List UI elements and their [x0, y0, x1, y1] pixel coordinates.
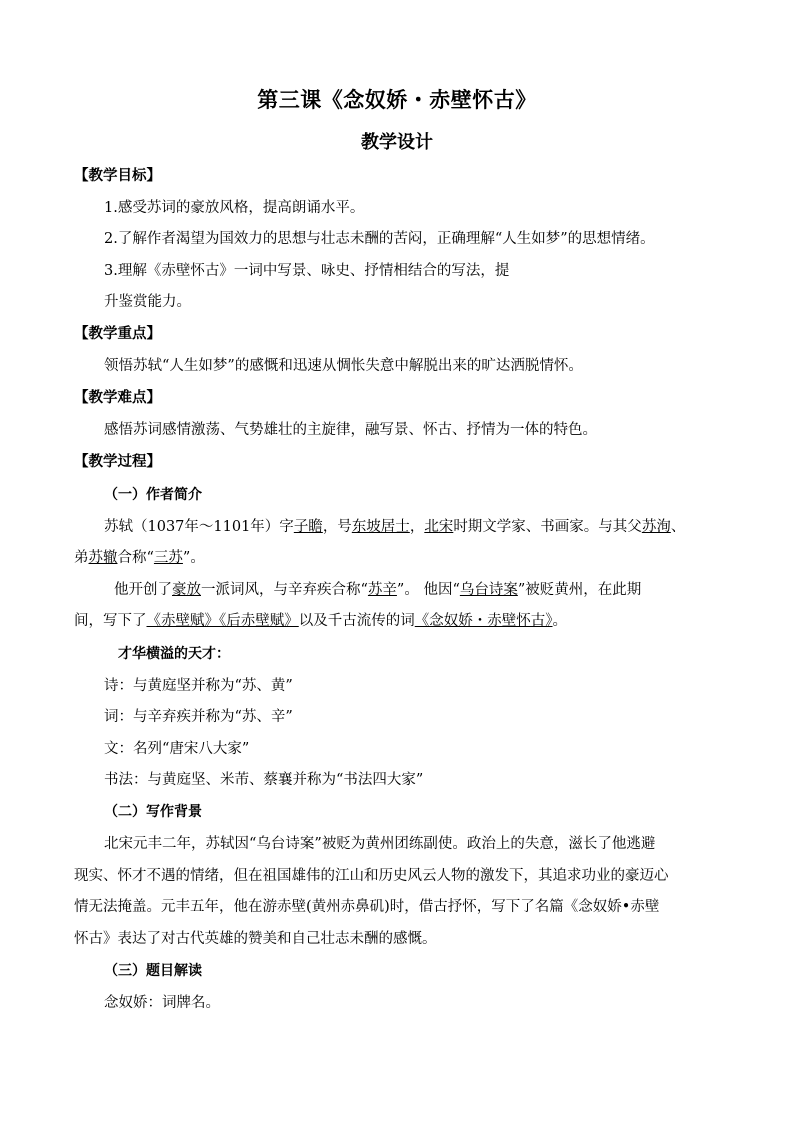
subsection-heading-background: （二）写作背景: [104, 804, 202, 820]
text-run: 以及千古流传的词: [298, 613, 415, 629]
text-run: 苏轼（1037年～1101年）字: [104, 519, 294, 535]
background-line-3: 情无法掩盖。元丰五年，他在游赤壁(黄州赤鼻矶)时，借古抒怀，写下了名篇《念奴娇•赤壁: [74, 899, 660, 915]
background-line-4: 怀古》表达了对古代英雄的赞美和自己壮志未酬的感慨。: [74, 931, 437, 947]
text-run: ，号: [322, 519, 352, 535]
link-art-name[interactable]: 东坡居士: [351, 519, 410, 535]
key-points-text: 领悟苏轼“人生如梦”的感慨和迅速从惆怅失意中解脱出来的旷达洒脱情怀。: [104, 358, 583, 374]
link-three-su[interactable]: 三苏: [153, 550, 183, 566]
link-bold-style[interactable]: 豪放: [172, 582, 201, 598]
talent-prose: 文：名列“唐宋八大家”: [104, 741, 250, 757]
goal-item-2: 2.了解作者渴望为国效力的思想与壮志未酬的苦闷，正确理解“人生如梦”的思想情绪。: [104, 231, 655, 247]
text-run: 、: [670, 519, 686, 535]
author-paragraph-line-3: [114, 580, 774, 600]
background-line-2: 现实、怀才不遇的情绪，但在祖国雄伟的江山和历史风云人物的激发下，其追求功业的豪迈心: [74, 868, 669, 884]
text-run: 弟: [74, 550, 89, 566]
text-run: 他开创了: [114, 582, 172, 598]
talent-poetry: 诗：与黄庭坚并称为“苏、黄”: [104, 678, 293, 694]
section-heading-difficulties: 【教学难点】: [74, 390, 161, 406]
text-run: ”。 他因“: [396, 582, 460, 598]
document-subtitle: 教学设计: [361, 132, 433, 153]
text-run: 合称“: [117, 550, 154, 566]
text-run: 时期文学家、书画家。与其父: [453, 519, 642, 535]
difficulties-text: 感悟苏词感情激荡、气势雄壮的主旋律，融写景、怀古、抒情为一体的特色。: [104, 422, 597, 438]
link-dynasty[interactable]: 北宋: [424, 519, 454, 535]
text-run: 。: [552, 613, 567, 629]
link-father[interactable]: 苏洵: [641, 519, 671, 535]
section-heading-process: 【教学过程】: [74, 454, 161, 470]
link-chibi-fu[interactable]: 《赤壁赋》《后赤壁赋》: [146, 613, 299, 629]
text-run: ”。: [182, 550, 205, 566]
text-run: 一派词风，与辛弃疾合称“: [201, 582, 368, 598]
text-run: ，: [409, 519, 425, 535]
author-paragraph-line-4: [74, 611, 734, 631]
goal-item-3: 3.理解《赤壁怀古》一词中写景、咏史、抒情相结合的写法，提: [104, 263, 510, 279]
section-heading-key-points: 【教学重点】: [74, 326, 161, 342]
subsection-heading-author: （一）作者简介: [104, 487, 202, 503]
talent-ci: 词：与辛弃疾并称为“苏、辛”: [104, 709, 293, 725]
author-paragraph-line-2: [74, 548, 734, 568]
text-run: ”被贬黄州，在此期: [517, 582, 642, 598]
link-courtesy-name[interactable]: 子瞻: [293, 519, 323, 535]
link-wutai-case[interactable]: 乌台诗案: [459, 582, 518, 598]
background-line-1: 北宋元丰二年，苏轼因“乌台诗案”被贬为黄州团练副使。政治上的失意，滋长了他逃避: [104, 836, 656, 852]
title-reading-line-1: 念奴娇：词牌名。: [104, 995, 220, 1011]
author-paragraph-line-1: [104, 517, 764, 537]
link-brother[interactable]: 苏辙: [88, 550, 118, 566]
link-niannujiao[interactable]: 《念奴娇・赤壁怀古》: [414, 613, 553, 629]
link-su-xin[interactable]: 苏辛: [367, 582, 397, 598]
text-run: 间，写下了: [74, 613, 147, 629]
talent-heading: 才华横溢的天才：: [118, 646, 230, 662]
goal-item-1: 1.感受苏词的豪放风格，提高朗诵水平。: [104, 200, 365, 216]
document-title: 第三课《念奴娇・赤壁怀古》: [257, 88, 537, 112]
talent-calligraphy: 书法：与黄庭坚、米芾、蔡襄并称为“书法四大家”: [104, 772, 424, 788]
subsection-heading-title-reading: （三）题目解读: [104, 963, 202, 979]
goal-item-3-continued: 升鉴赏能力。: [104, 294, 191, 310]
section-heading-goals: 【教学目标】: [74, 168, 161, 184]
